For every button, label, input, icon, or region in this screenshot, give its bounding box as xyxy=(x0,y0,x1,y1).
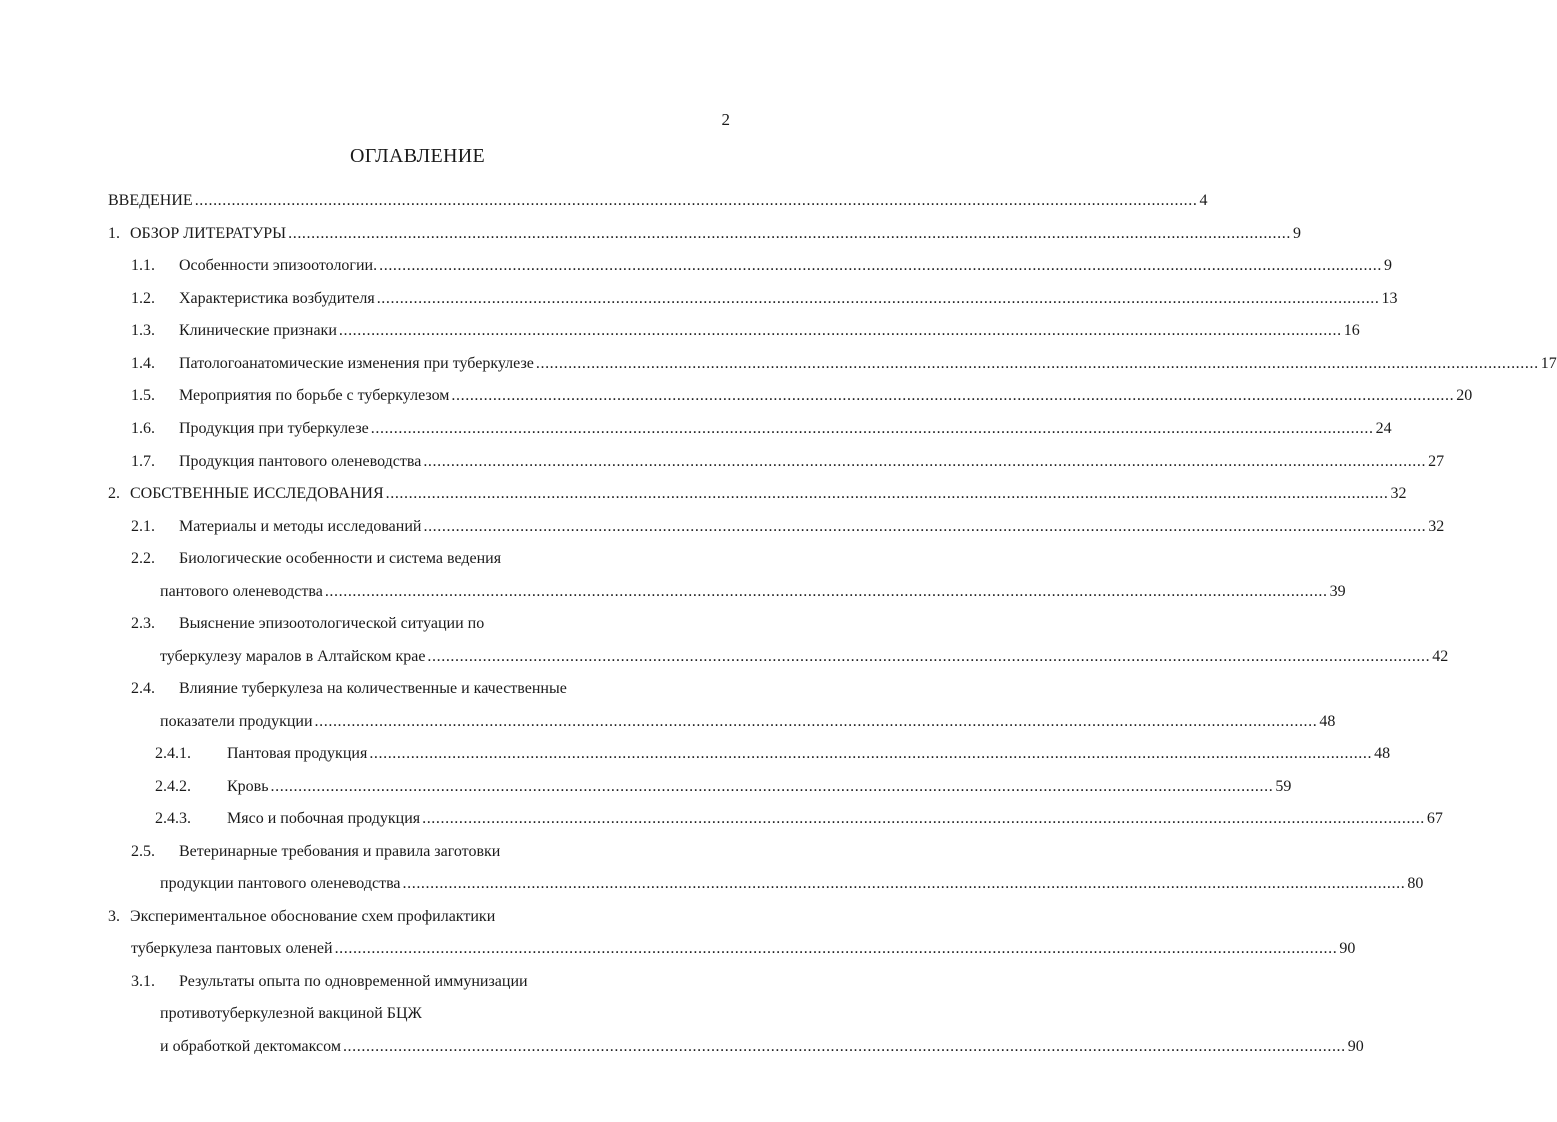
toc-entry-page: 32 xyxy=(1428,518,1445,535)
dot-leader: .......................................................................................................................................................................................................................... xyxy=(342,1038,1346,1055)
toc-entry-page: 32 xyxy=(1390,485,1407,502)
toc-entry-page: 27 xyxy=(1428,453,1445,470)
toc-entry-number: 2.4.1. xyxy=(155,745,191,762)
toc-entry-page: 16 xyxy=(1343,322,1360,339)
dot-leader: .......................................................................................................................................................................................................................... xyxy=(402,875,1406,892)
toc-entry-number: 3.1. xyxy=(131,973,155,990)
toc-entry-number: 2.4.2. xyxy=(155,778,191,795)
toc-entry-text: Биологические особенности и система ведения xyxy=(179,550,502,567)
toc-entry-text: туберкулезу маралов в Алтайском крае xyxy=(160,648,426,665)
toc-entry-number: 1. xyxy=(108,225,120,242)
toc-entry-heading-line[interactable] xyxy=(131,841,700,863)
toc-entry-text: Выяснение эпизоотологической ситуации по xyxy=(179,615,485,632)
toc-entry-number: 1.5. xyxy=(131,387,155,404)
toc-entry-text: Мероприятия по борьбе с туберкулезом xyxy=(179,387,450,404)
toc-entry[interactable] xyxy=(160,1036,1364,1058)
dot-leader: .......................................................................................................................................................................................................................... xyxy=(324,583,1328,600)
toc-entry-text: пантового оленеводства xyxy=(160,583,323,600)
toc-entry-page: 59 xyxy=(1275,778,1292,795)
toc-entry-heading-line[interactable] xyxy=(131,548,700,570)
toc-entry-text: ОБЗОР ЛИТЕРАТУРЫ xyxy=(130,225,287,242)
toc-entry-text: Влияние туберкулеза на количественные и качественные xyxy=(179,680,567,697)
toc-entry-number: 2.3. xyxy=(131,615,155,632)
toc-entry-number: 2.2. xyxy=(131,550,155,567)
dot-leader: .......................................................................................................................................................................................................................... xyxy=(369,745,1373,762)
toc-entry[interactable] xyxy=(131,353,1557,375)
toc-entry-number: 1.7. xyxy=(131,453,155,470)
toc-entry-page: 42 xyxy=(1432,648,1449,665)
toc-entry-text: Продукция при туберкулезе xyxy=(179,420,369,437)
toc-entry[interactable] xyxy=(160,581,1346,603)
toc-entry-page: 13 xyxy=(1381,290,1398,307)
toc-entry-text: продукции пантового оленеводства xyxy=(160,875,401,892)
toc-entry-text: Клинические признаки xyxy=(179,322,337,339)
dot-leader: .......................................................................................................................................................................................................................... xyxy=(338,322,1342,339)
toc-entry[interactable] xyxy=(160,711,1336,733)
dot-leader: .......................................................................................................................................................................................................................... xyxy=(422,810,1425,827)
dot-leader: .......................................................................................................................................................................................................................... xyxy=(288,225,1291,242)
toc-entry[interactable] xyxy=(131,255,1392,277)
toc-entry-text: ВВЕДЕНИЕ xyxy=(108,192,193,209)
toc-entry-text: и обработкой дектомаксом xyxy=(160,1038,341,1055)
dot-leader: .......................................................................................................................................................................................................................... xyxy=(427,648,1431,665)
toc-entry-page: 39 xyxy=(1329,583,1346,600)
toc-entry-heading-line[interactable] xyxy=(131,971,700,993)
dot-leader: .......................................................................................................................................................................................................................... xyxy=(314,713,1318,730)
toc-entry-number: 2.5. xyxy=(131,843,155,860)
toc-entry-text: Особенности эпизоотологии. xyxy=(179,257,378,274)
dot-leader: .......................................................................................................................................................................................................................... xyxy=(451,387,1455,404)
dot-leader: .......................................................................................................................................................................................................................... xyxy=(423,453,1427,470)
toc-entry[interactable] xyxy=(108,223,1301,245)
toc-entry[interactable] xyxy=(108,190,1208,212)
toc-entry-text: Продукция пантового оленеводства xyxy=(179,453,422,470)
toc-entry-number: 2.4. xyxy=(131,680,155,697)
toc-entry-page: 17 xyxy=(1540,355,1557,372)
toc-entry[interactable] xyxy=(108,483,1407,505)
toc-entry[interactable] xyxy=(131,516,1445,538)
toc-entry-heading-line[interactable] xyxy=(160,1003,700,1025)
dot-leader: .......................................................................................................................................................................................................................... xyxy=(194,192,1198,209)
toc-entry[interactable] xyxy=(155,776,1292,798)
dot-leader: .......................................................................................................................................................................................................................... xyxy=(334,940,1338,957)
toc-entry-text: Материалы и методы исследований xyxy=(179,518,422,535)
toc-entry-page: 9 xyxy=(1383,257,1392,274)
toc-entry[interactable] xyxy=(131,320,1360,342)
toc-entry-number: 2.1. xyxy=(131,518,155,535)
toc-entry-page: 48 xyxy=(1374,745,1391,762)
toc-entry-number: 2.4.3. xyxy=(155,810,191,827)
toc-entry[interactable] xyxy=(131,418,1392,440)
toc-entry-text: Ветеринарные требования и правила заготовки xyxy=(179,843,501,860)
toc-entry[interactable] xyxy=(155,743,1391,765)
toc-entry[interactable] xyxy=(131,288,1398,310)
toc-entry-text: Кровь xyxy=(227,778,269,795)
toc-entry[interactable] xyxy=(155,808,1443,830)
toc-entry-text: Экспериментальное обоснование схем профилактики xyxy=(130,908,496,925)
dot-leader: .......................................................................................................................................................................................................................... xyxy=(376,290,1380,307)
toc-entry-text: туберкулеза пантовых оленей xyxy=(131,940,333,957)
toc-entry-number: 3. xyxy=(108,908,120,925)
toc-entry-page: 9 xyxy=(1292,225,1301,242)
toc-entry[interactable] xyxy=(131,451,1445,473)
toc-entry-number: 1.1. xyxy=(131,257,155,274)
toc-entry-number: 1.3. xyxy=(131,322,155,339)
page-number: 2 xyxy=(721,110,730,129)
toc-entry-page: 90 xyxy=(1339,940,1356,957)
toc-entry-number: 1.4. xyxy=(131,355,155,372)
dot-leader: .......................................................................................................................................................................................................................... xyxy=(535,355,1539,372)
toc-entry-number: 2. xyxy=(108,485,120,502)
toc-entry-page: 48 xyxy=(1319,713,1336,730)
toc-entry-text: Пантовая продукция xyxy=(227,745,368,762)
toc-entry[interactable] xyxy=(160,873,1424,895)
toc-entry-page: 20 xyxy=(1456,387,1473,404)
dot-leader: .......................................................................................................................................................................................................................... xyxy=(385,485,1389,502)
toc-entry-page: 4 xyxy=(1199,192,1208,209)
toc-entry-text: Результаты опыта по одновременной иммунизации xyxy=(179,973,528,990)
toc-entry-text: Характеристика возбудителя xyxy=(179,290,375,307)
toc-entry-heading-line[interactable] xyxy=(131,613,700,635)
toc-entry-page: 24 xyxy=(1375,420,1392,437)
toc-entry-text: Мясо и побочная продукция xyxy=(227,810,421,827)
dot-leader: .......................................................................................................................................................................................................................... xyxy=(423,518,1427,535)
toc-entry[interactable] xyxy=(160,646,1449,668)
toc-entry-text: противотуберкулезной вакциной БЦЖ xyxy=(160,1005,422,1022)
dot-leader: .......................................................................................................................................................................................................................... xyxy=(370,420,1374,437)
toc-entry-heading-line[interactable] xyxy=(108,906,700,928)
toc-entry-number: 1.6. xyxy=(131,420,155,437)
toc-entry-page: 90 xyxy=(1347,1038,1364,1055)
toc-entry-page: 67 xyxy=(1426,810,1443,827)
dot-leader: .......................................................................................................................................................................................................................... xyxy=(270,778,1274,795)
toc-entry-number: 1.2. xyxy=(131,290,155,307)
toc-entry-page: 80 xyxy=(1407,875,1424,892)
dot-leader: .......................................................................................................................................................................................................................... xyxy=(379,257,1382,274)
toc-entry-text: показатели продукции xyxy=(160,713,313,730)
toc-entry-text: СОБСТВЕННЫЕ ИССЛЕДОВАНИЯ xyxy=(130,485,384,502)
toc-entry-heading-line[interactable] xyxy=(131,678,700,700)
toc-entry-text: Патологоанатомические изменения при туберкулезе xyxy=(179,355,534,372)
page-title: ОГЛАВЛЕНИЕ xyxy=(350,145,485,167)
toc-entry[interactable] xyxy=(131,938,1356,960)
toc-entry[interactable] xyxy=(131,385,1473,407)
